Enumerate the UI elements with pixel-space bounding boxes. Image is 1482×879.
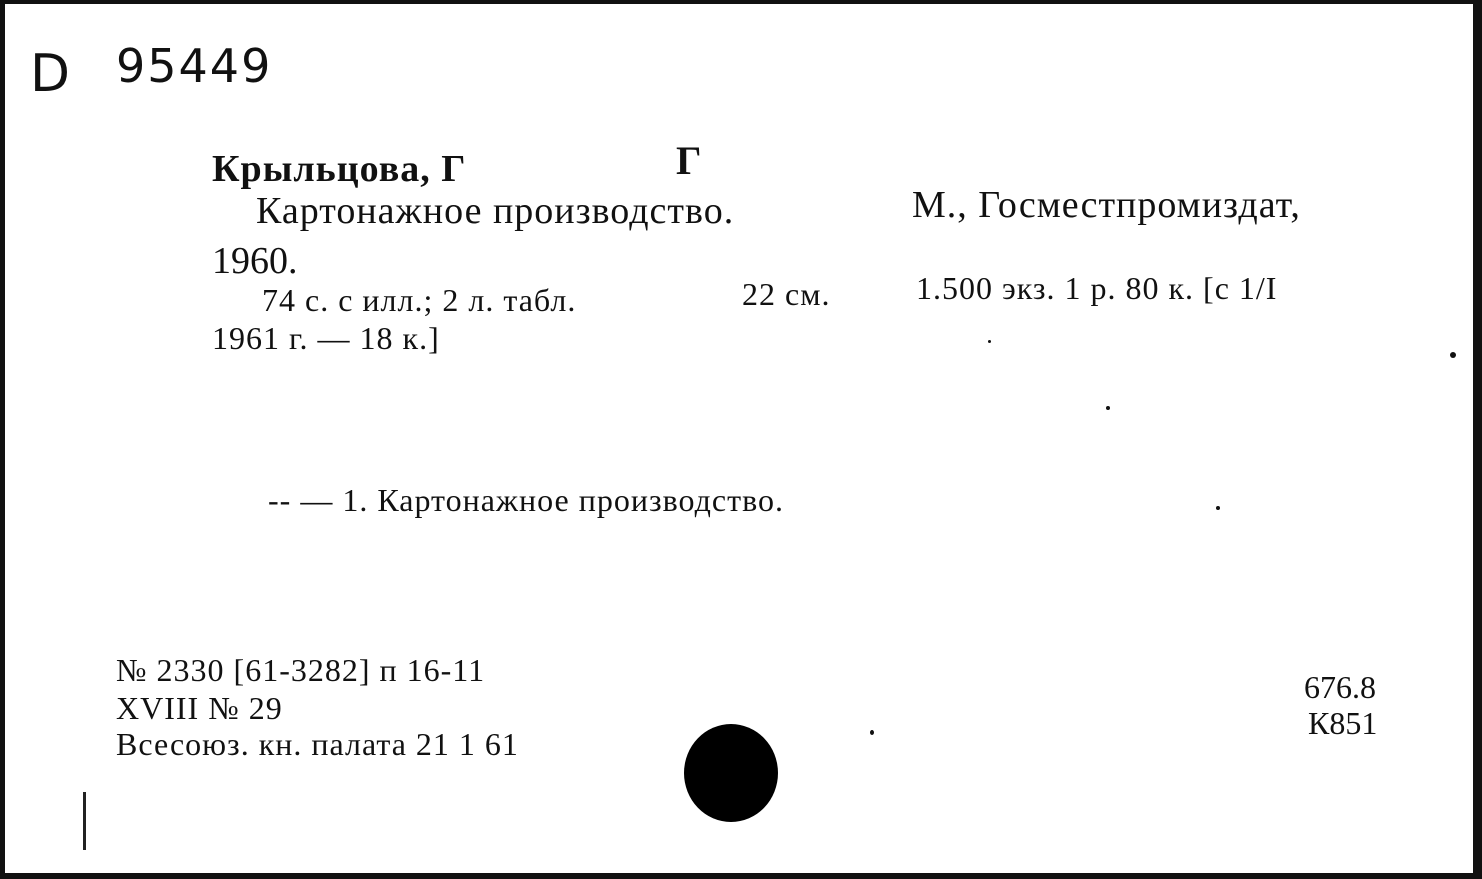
book-chamber: Всесоюз. кн. палата 21 1 61 [116,726,519,762]
publication-year: 1960. [212,240,298,282]
book-size: 22 см. [742,276,831,312]
subject-heading: -- — 1. Картонажное производство. [268,482,784,518]
card-border-right [1473,0,1482,879]
speck [988,340,991,343]
author-mark: К851 [1308,705,1378,741]
book-title: Картонажное производство. [256,190,735,232]
author-name: Крыльцова, Г [212,148,467,190]
record-number: № 2330 [61-3282] п 16-11 [116,652,486,688]
price-continued: 1961 г. — 18 к.] [212,320,440,356]
speck [1450,352,1456,358]
classification-code: 676.8 [1304,669,1376,705]
page-count: 74 с. с илл.; 2 л. табл. [262,282,577,318]
publisher: М., Госместпромиздат, [912,184,1301,226]
card-border-left [0,0,5,879]
author-initial: Г [676,138,702,183]
speck [1216,506,1220,510]
stamp-letter: D [30,44,73,104]
series-number: XVIII № 29 [116,690,283,726]
speck [1106,406,1110,410]
card-border-top [0,0,1482,4]
speck [870,730,874,735]
call-number: 95449 [116,39,273,93]
copies-price: 1.500 экз. 1 р. 80 к. [с 1/I [916,270,1278,306]
card-border-bottom [0,873,1482,879]
punch-hole [684,724,778,822]
margin-mark [83,792,86,850]
